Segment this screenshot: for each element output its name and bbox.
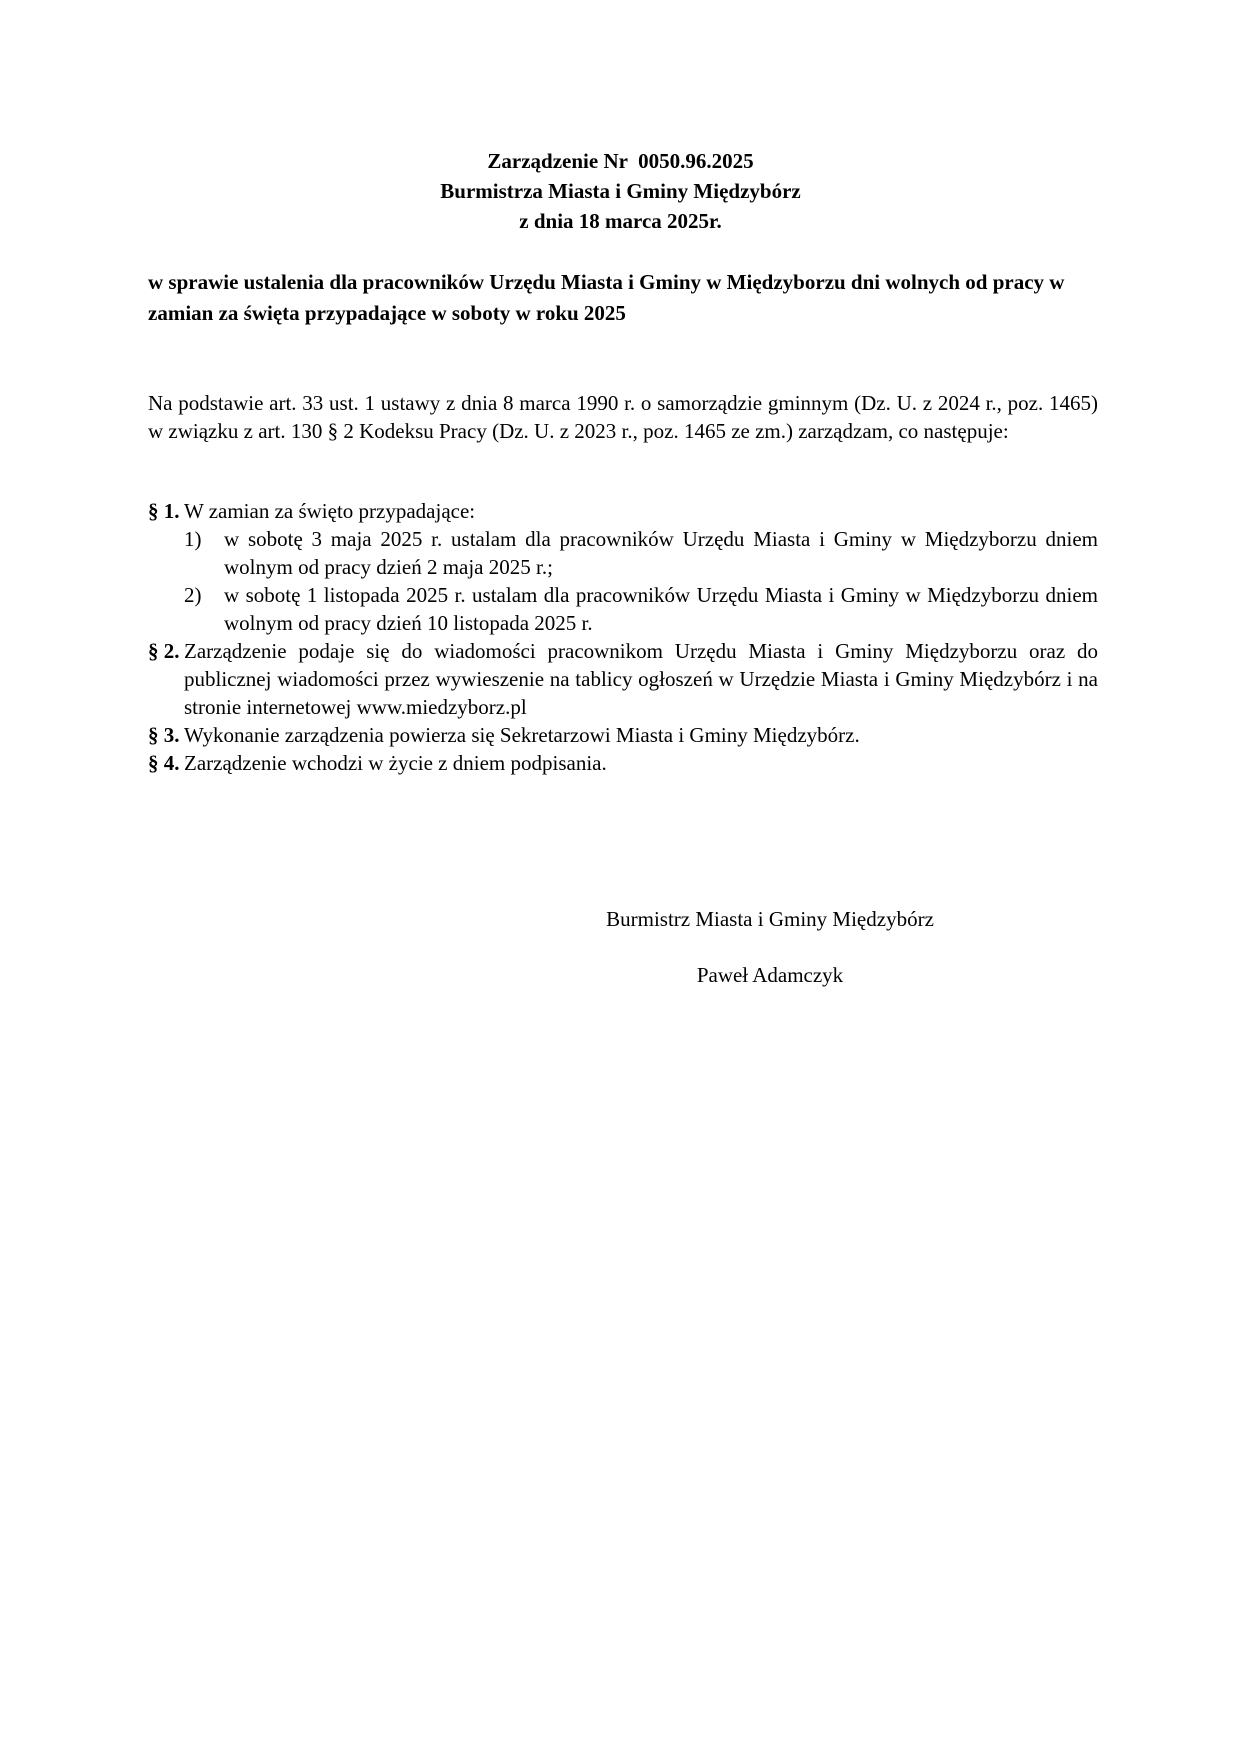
signature-block — [590, 905, 950, 989]
list-item — [184, 525, 1098, 581]
paragraph-4 — [148, 749, 1098, 777]
issuing-authority: Burmistrza Miasta i Gminy Międzybórz — [440, 179, 801, 203]
paragraph-text: Zarządzenie podaje się do wiadomości pracownikom Urzędu Miasta i Gminy Międzyborzu oraz do publicznej wiadomości przez wywieszenie na tablicy ogłoszeń w Urzędzie Miasta i Gminy Międzybórz i na stronie internetowej www.miedzyborz.pl — [184, 639, 1098, 719]
paragraph-text: Wykonanie zarządzenia powierza się Sekretarzowi Miasta i Gminy Międzybórz. — [184, 723, 860, 747]
paragraph-text: W zamian za święto przypadające: — [184, 499, 476, 523]
paragraph-3 — [148, 721, 1098, 749]
paragraph-1-items — [148, 525, 1098, 637]
paragraph-text: Zarządzenie wchodzi w życie z dniem podpisania. — [184, 751, 607, 775]
paragraph-number: § 2. — [148, 639, 180, 663]
document-header — [0, 146, 1241, 236]
ordinance-number: Zarządzenie Nr 0050.96.2025 — [487, 149, 754, 173]
paragraph-number: § 1. — [148, 499, 180, 523]
list-item — [184, 581, 1098, 637]
paragraph-1 — [148, 497, 1098, 525]
legal-basis-preamble: Na podstawie art. 33 ust. 1 ustawy z dnia 8 marca 1990 r. o samorządzie gminnym (Dz. U. z 2024 r., poz. 1465) w związku z art. 130 § 2 Kodeksu Pracy (Dz. U. z 2023 r., poz. 1465 ze zm.) zarządzam, co następuje: — [148, 391, 1098, 443]
paragraph-2 — [148, 637, 1098, 721]
list-item-text: w sobotę 3 maja 2025 r. ustalam dla pracowników Urzędu Miasta i Gminy w Międzyborzu dniem wolnym od pracy dzień 2 maja 2025 r.; — [224, 527, 1098, 579]
signatory-title: Burmistrz Miasta i Gminy Międzybórz — [606, 907, 934, 931]
list-item-text: w sobotę 1 listopada 2025 r. ustalam dla pracowników Urzędu Miasta i Gminy w Międzyborzu dniem wolnym od pracy dzień 10 listopada 2025 r. — [224, 583, 1098, 635]
paragraph-number: § 4. — [148, 751, 180, 775]
paragraph-list — [148, 497, 1098, 777]
paragraph-number: § 3. — [148, 723, 180, 747]
document-subject: w sprawie ustalenia dla pracowników Urzędu Miasta i Gminy w Międzyborzu dni wolnych od pracy w zamian za święta przypadające w soboty w roku 2025 — [148, 270, 1065, 325]
issue-date: z dnia 18 marca 2025r. — [519, 209, 722, 233]
list-item-number: 1) — [184, 527, 202, 551]
list-item-number: 2) — [184, 583, 202, 607]
signatory-name: Paweł Adamczyk — [696, 963, 844, 987]
